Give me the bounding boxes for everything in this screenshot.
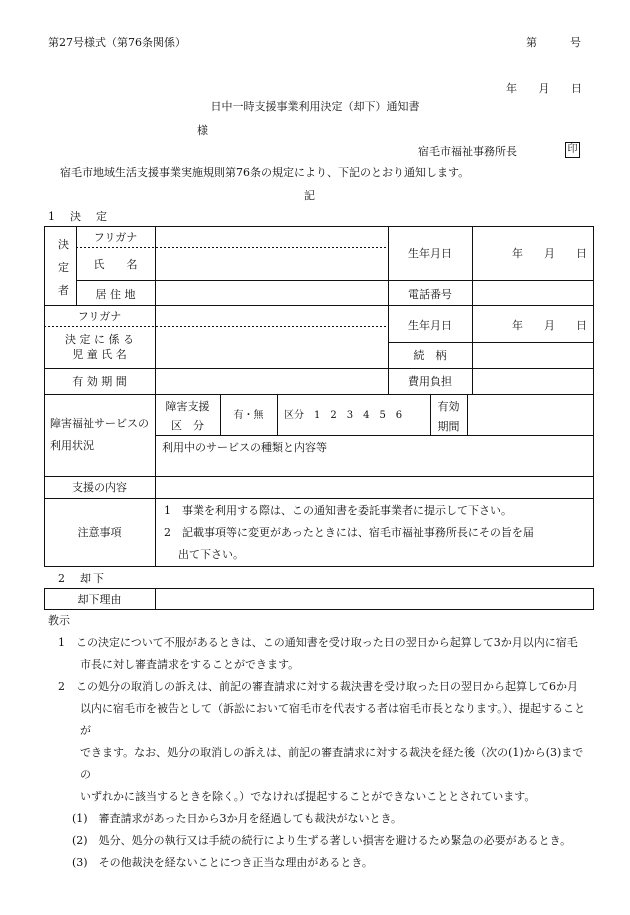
support-class-label-2: 区 分 [171, 419, 204, 432]
instruction-item-1: (1) 審査請求があった日から3か月を経過しても裁決がないとき。 [72, 812, 403, 825]
instructions-heading: 教示 [48, 614, 70, 627]
yes-no-option: 有・無 [233, 410, 264, 421]
instructions-body [58, 632, 588, 874]
class-options: 区分 1 2 3 4 5 6 [284, 410, 403, 421]
note-2-line-1: 2 記載事項等に変更があったときには、宿毛市福祉事務所長にその旨を届 [164, 526, 534, 539]
child-birthdate-label: 生年月日 [408, 319, 452, 332]
child-furigana-label: フリガナ [77, 310, 122, 323]
issuer-office: 宿毛市福祉事務所長 [418, 145, 517, 158]
valid-term-label-1: 有効 [437, 400, 460, 413]
phone-label: 電話番号 [408, 288, 452, 301]
instruction-2-line-2: 以内に宿毛市を被告として（訴訟において宿毛市を代表する者は宿毛市長となります。）、提起することが [80, 702, 586, 737]
instruction-1-line-1: 1 この決定について不服があるときは、この通知書を受け取った日の翌日から起算して3か月以内に宿毛 [58, 636, 578, 649]
disability-service-label-1: 障害福祉サービスの [50, 417, 149, 430]
decider-furigana-label: フリガナ [93, 231, 138, 244]
child-birthdate-day: 日 [576, 319, 587, 332]
child-birthdate-month: 月 [544, 319, 555, 332]
relation-label: 続 柄 [413, 349, 447, 362]
valid-period-label: 有 効 期 間 [72, 375, 127, 388]
cost-burden-label: 費用負担 [408, 375, 452, 388]
rejection-reason-label: 却下理由 [77, 593, 122, 606]
decider-char-3: 者 [58, 284, 69, 297]
instruction-item-3: (3) その他裁決を経ないことにつき正当な理由があるとき。 [72, 856, 373, 869]
instruction-2-line-1: 2 この処分の取消しの訴えは、前記の審査請求に対する裁決書を受け取った日の翌日から起算して6か月 [58, 680, 578, 693]
issue-date-day: 日 [571, 82, 582, 95]
addressee-honorific: 様 [197, 124, 208, 137]
instruction-2-line-4: いずれかに該当するときを除く。）でなければ提起することができないこととされています。 [80, 790, 536, 803]
decider-char-1: 決 [58, 238, 69, 251]
child-birthdate-value [512, 319, 587, 332]
document-number-suffix: 号 [570, 36, 581, 49]
form-number-label: 第27号様式（第76条関係） [48, 36, 186, 49]
support-class-label-1: 障害支援 [165, 400, 210, 413]
instruction-2-line-3: できます。なお、処分の取消しの訴えは、前記の審査請求に対する裁決を経た後（次の(1)から(3)までの [80, 746, 584, 781]
document-number-prefix: 第 [526, 36, 537, 49]
decider-birthdate-label: 生年月日 [408, 247, 452, 260]
decider-birthdate-day: 日 [576, 247, 587, 260]
issue-date-year: 年 [506, 82, 517, 95]
seal-mark: 印 [565, 142, 580, 158]
decider-birthdate-value [512, 247, 587, 260]
intro-text: 宿毛市地域生活支援事業実施規則第76条の規定により、下記のとおり通知します。 [60, 166, 470, 179]
child-birthdate-year: 年 [512, 319, 523, 332]
decider-birthdate-month: 月 [544, 247, 555, 260]
decider-birthdate-year: 年 [512, 247, 523, 260]
child-name-label-2: 児 童 氏 名 [72, 348, 127, 361]
valid-term-label-2: 期間 [437, 420, 460, 433]
decider-char-2: 定 [58, 261, 69, 274]
child-name-label-1: 決 定 に 係 る [65, 333, 134, 346]
disability-service-label-2: 利用状況 [50, 439, 94, 452]
note-2-line-2: 出て下さい。 [178, 548, 244, 561]
note-1: 1 事業を利用する際は、この通知書を委託事業者に提示して下さい。 [164, 504, 512, 517]
issue-date-month: 月 [538, 82, 550, 95]
section2-heading: 2 却下 [58, 572, 106, 585]
services-in-use-label: 利用中のサービスの種類と内容等 [162, 441, 327, 454]
instruction-1-line-2: 市長に対し審査請求をすることができます。 [80, 658, 300, 671]
decider-address-label: 居 住 地 [95, 288, 136, 301]
support-content-label: 支援の内容 [72, 481, 127, 494]
decider-name-label: 氏 名 [93, 258, 138, 271]
notes-label: 注意事項 [77, 526, 122, 539]
ki-marker: 記 [304, 189, 315, 202]
document-title: 日中一時支援事業利用決定（却下）通知書 [210, 100, 420, 113]
instruction-item-2: (2) 処分、処分の執行又は手続の続行により生ずる著しい損害を避けるため緊急の必要があるとき。 [72, 834, 572, 847]
section1-heading: 1 決 定 [48, 210, 109, 223]
